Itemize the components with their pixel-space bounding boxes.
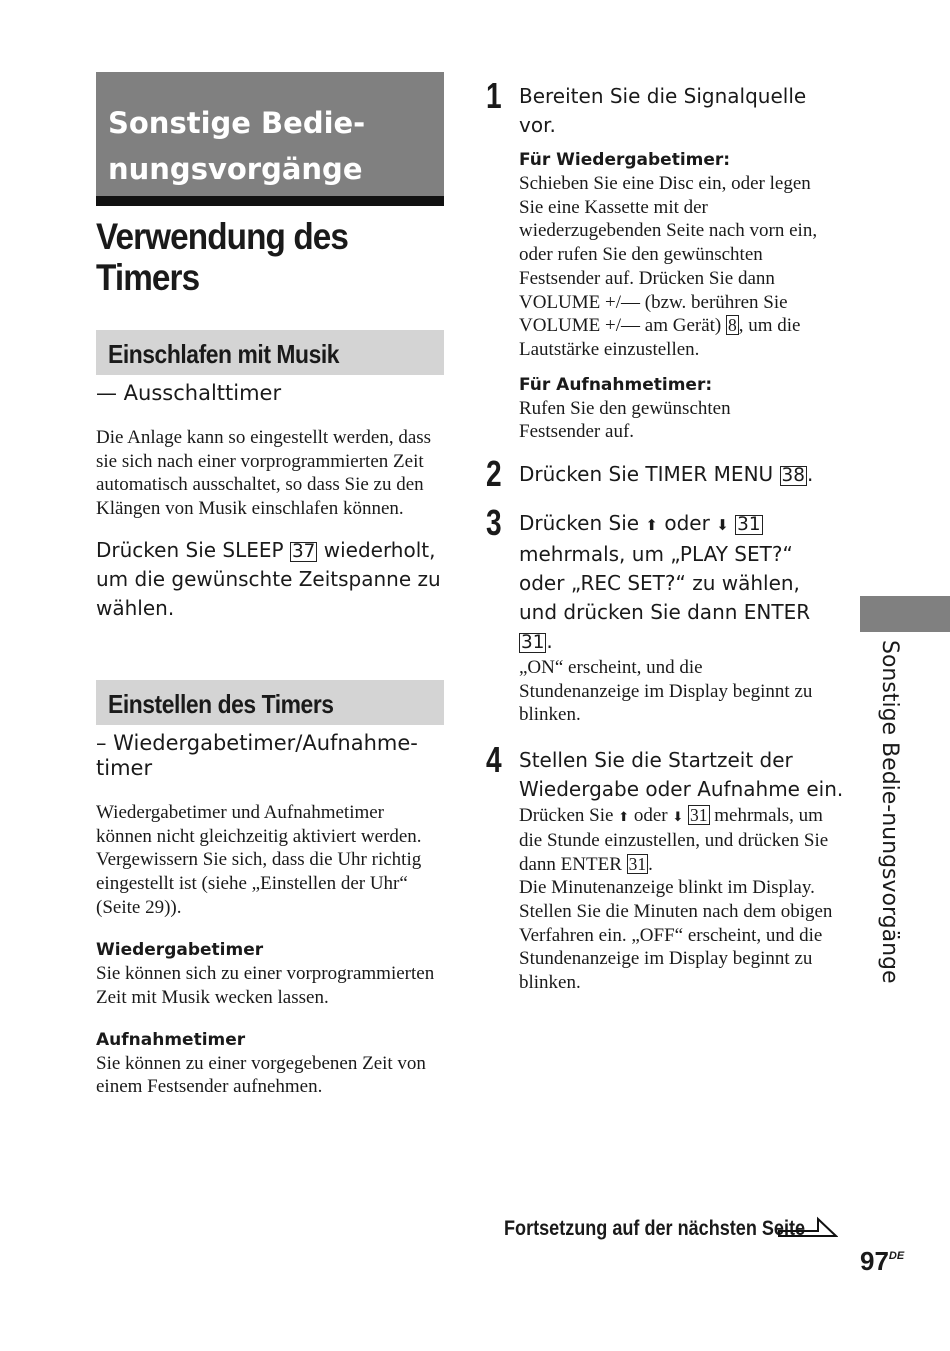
key-ref-31: 31 [628, 853, 647, 874]
continue-arrow-icon [778, 1216, 838, 1240]
step-title: Bereiten Sie die Signalquelle vor. [519, 84, 807, 137]
page-title [96, 216, 409, 298]
rec-timer-instructions: Rufen Sie den gewünschten Festsender auf. [519, 397, 731, 443]
step-number: 2 [486, 453, 502, 495]
right-column [486, 72, 846, 995]
sleep-body: Die Anlage kann so eingestellt werden, dass sie sich nach einer vorprogrammierten Zeit automatisch ausschaltet, so dass Sie zu den Klängen von Musik einschlafen können. [96, 427, 432, 520]
key-ref-38: 38 [781, 465, 805, 487]
step-4-note: Die Minutenanzeige blinkt im Display. Stellen Sie die Minuten nach dem obigen Verfahren ein. „OFF“ erscheint, und die Stundenanzeige im Display beginnt zu blinken. [519, 877, 833, 994]
side-tab [860, 596, 950, 632]
play-timer-body: Sie können sich zu einer vorprogrammierten Zeit mit Musik wecken lassen. [96, 963, 435, 1009]
step-title: Drücken Sie TIMER MENU 38 . [519, 462, 814, 487]
language-code: DE [888, 1250, 905, 1262]
section-header-line1: Sonstige Bedie- [108, 106, 366, 140]
continue-note: Fortsetzung auf der nächsten Seite [504, 1217, 806, 1240]
timer-subtitle: – Wiedergabetimer/Aufnahme-timer [96, 730, 418, 780]
arrow-down-icon: ⬇ [716, 516, 729, 535]
rec-timer-body: Sie können zu einer vorgegebenen Zeit von einem Festsender aufnehmen. [96, 1052, 426, 1098]
rec-timer-subheading: Für Aufnahmetimer: [519, 374, 713, 395]
step-2 [486, 453, 846, 495]
play-timer-instructions: Schieben Sie eine Disc ein, oder legen Sie eine Kassette mit der wiederzugebenden Seite nach vorn ein, oder rufen Sie den gewünschten Festsender auf. Drücken Sie dann VOLUME +/— (bzw. berühren Sie VOLUME +/— am Gerät) 8 , um die Lautstärke einzustellen. [519, 173, 818, 360]
arrow-up-icon: ⬆ [645, 516, 658, 535]
step-1 [486, 75, 846, 444]
arrow-down-icon: ⬇ [672, 809, 684, 825]
sleep-instruction: Drücken Sie SLEEP 37 wiederholt, um die gewünschte Zeitspanne zu wählen. [96, 537, 441, 620]
arrow-up-icon: ⬆ [618, 809, 630, 825]
step-4-instructions: Drücken Sie ⬆ oder ⬇ 31 mehrmals, um die Stunde einzustellen, und drücken Sie dann ENTER 31 . [519, 805, 829, 875]
timer-heading: Einstellen des Timers [96, 680, 444, 725]
key-ref-8: 8 [728, 315, 737, 336]
key-ref-31: 31 [690, 805, 708, 826]
page-number: 97DE [860, 1246, 905, 1276]
step-number: 3 [486, 502, 502, 544]
play-timer-subheading: Für Wiedergabetimer: [519, 150, 731, 170]
section-header-line2: nungsvorgänge [108, 152, 363, 186]
section-header [96, 72, 444, 206]
step-3-note: „ON“ erscheint, und die Stundenanzeige im Display beginnt zu blinken. [519, 657, 813, 726]
step-3 [486, 502, 846, 727]
key-ref-31: 31 [521, 632, 545, 654]
step-title: Stellen Sie die Startzeit der Wiedergabe oder Aufnahme ein. [519, 748, 844, 802]
play-timer-heading: Wiedergabetimer [96, 940, 264, 961]
side-label: Sonstige Bedie-nungsvorgänge [877, 640, 902, 984]
sleep-heading: Einschlafen mit Musik [96, 330, 444, 375]
step-number: 4 [486, 739, 502, 781]
step-title: Drücken Sie ⬆ oder ⬇ 31 mehrmals, um „PLAY SET?“ oder „REC SET?“ zu wählen, und drücken Sie dann ENTER 31 . [519, 511, 811, 654]
key-ref-31: 31 [737, 514, 761, 536]
timer-body: Wiedergabetimer und Aufnahmetimer können nicht gleichzeitig aktiviert werden. Vergewissern Sie sich, dass die Uhr richtig eingestellt ist (siehe „Einstellen der Uhr“ (Seite 29)). [96, 801, 422, 918]
key-ref-37: 37 [291, 540, 316, 562]
page-title-line2: Timers [96, 257, 200, 298]
sleep-subtitle: — Ausschalttimer [96, 381, 282, 405]
rec-timer-heading: Aufnahmetimer [96, 1029, 246, 1050]
step-4 [486, 739, 846, 995]
step-number: 1 [486, 75, 502, 116]
left-column [96, 72, 444, 1099]
page-title-line1: Verwendung des [96, 216, 349, 257]
